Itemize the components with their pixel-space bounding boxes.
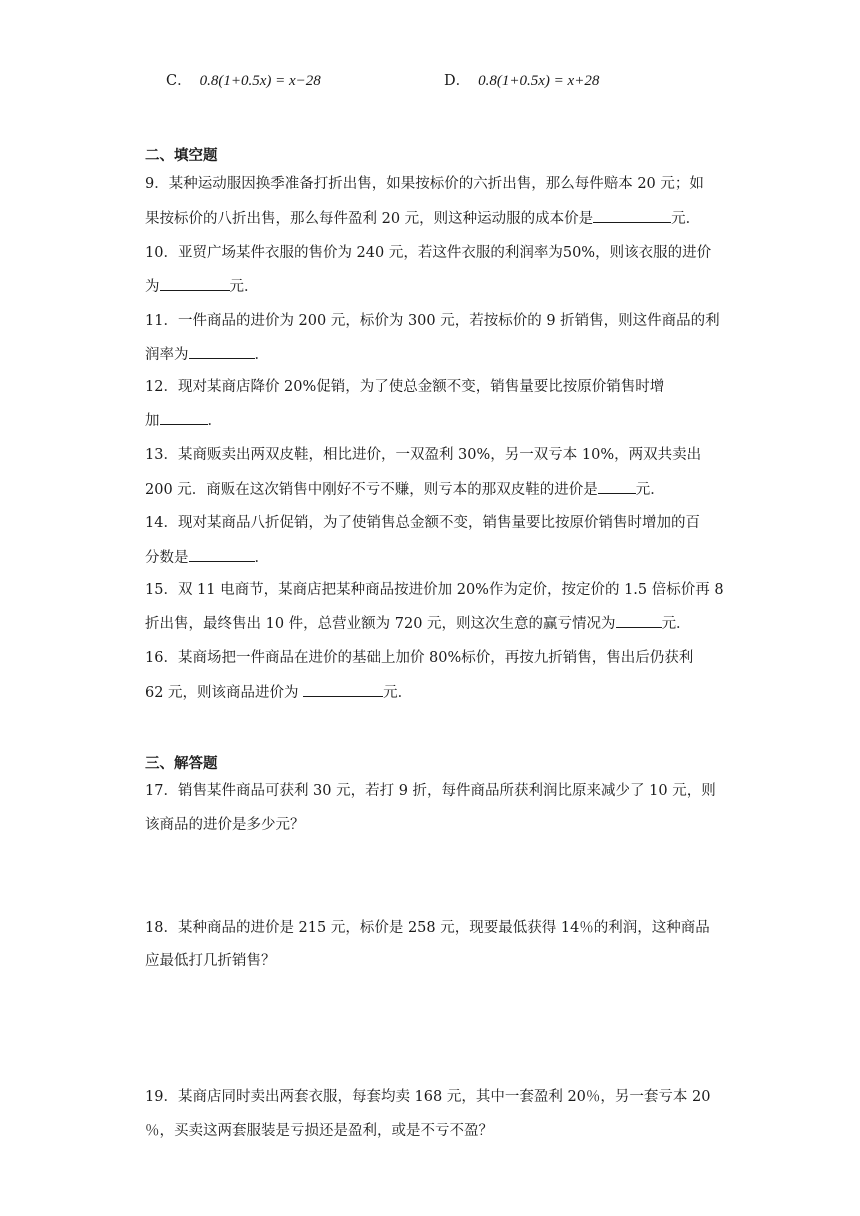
question-11-end: ． <box>254 347 269 363</box>
question-18-line-2: 应最低打几折销售？ <box>145 953 276 969</box>
section-heading-fill-in: 二、填空题 <box>145 148 218 164</box>
question-14-line-2 <box>145 547 269 568</box>
answer-blank[interactable] <box>189 547 255 562</box>
question-10-unit: 元． <box>229 279 259 295</box>
answer-blank[interactable] <box>598 479 636 494</box>
question-11-line-1: 11．一件商品的进价为 200 元，标价为 300 元，若按标价的 9 折销售，则这件商品的利 <box>145 313 720 329</box>
question-16-unit: 元． <box>383 685 413 701</box>
answer-blank[interactable] <box>593 208 671 223</box>
answer-blank[interactable] <box>160 410 208 425</box>
question-19-line-1: 19．某商店同时卖出两套衣服，每套均卖 168 元，其中一套盈利 20％，另一套亏本 20 <box>145 1089 711 1105</box>
answer-blank[interactable] <box>616 613 662 628</box>
question-13-unit: 元． <box>635 482 665 498</box>
option-c <box>166 71 321 91</box>
question-11-text: 润率为 <box>145 347 189 363</box>
question-9-text: 果按标价的八折出售，那么每件盈利 20 元，则这种运动服的成本价是 <box>145 211 594 227</box>
answer-blank[interactable] <box>303 682 383 697</box>
question-10-line-1: 10．亚贸广场某件衣服的售价为 240 元，若这件衣服的利润率为50%，则该衣服的进价 <box>145 245 712 261</box>
question-12-line-2 <box>145 410 222 431</box>
question-12-end: ． <box>207 413 222 429</box>
question-15-text: 折出售，最终售出 10 件，总营业额为 720 元，则这次生意的赢亏情况为 <box>145 616 616 632</box>
question-9-line-2 <box>145 208 700 229</box>
question-17-line-2: 该商品的进价是多少元？ <box>145 817 305 833</box>
question-16-text: 62 元，则该商品进价为 <box>145 685 304 701</box>
question-19-line-2: ％，买卖这两套服装是亏损还是盈利，或是不亏不盈？ <box>145 1123 493 1139</box>
question-12-line-1: 12．现对某商店降价 20%促销，为了使总金额不变，销售量要比按原价销售时增 <box>145 379 665 395</box>
question-11-line-2 <box>145 344 269 365</box>
answer-blank[interactable] <box>189 344 255 359</box>
question-9-unit: 元． <box>671 211 701 227</box>
option-c-letter: C． <box>166 73 192 89</box>
question-10-text: 为 <box>145 279 160 295</box>
option-d-letter: D． <box>444 73 471 89</box>
question-12-text: 加 <box>145 413 160 429</box>
question-17-line-1: 17．销售某件商品可获利 30 元，若打 9 折，每件商品所获利润比原来减少了 10 元，则 <box>145 783 716 799</box>
question-10-line-2 <box>145 276 259 297</box>
answer-blank[interactable] <box>160 276 230 291</box>
question-14-text: 分数是 <box>145 550 189 566</box>
question-15-line-1: 15．双 11 电商节，某商店把某种商品按进价加 20%作为定价，按定价的 1.5 倍标价再 8 <box>145 582 724 598</box>
question-16-line-1: 16．某商场把一件商品在进价的基础上加价 80%标价，再按九折销售，售出后仍获利 <box>145 650 694 666</box>
question-14-end: ． <box>254 550 269 566</box>
question-16-line-2 <box>145 682 412 703</box>
section-heading-answer: 三、解答题 <box>145 756 218 772</box>
option-d-expression: 0.8(1+0.5x) = x+28 <box>478 73 600 89</box>
question-9-line-1: 9．某种运动服因换季准备打折出售，如果按标价的六折出售，那么每件赔本 20 元；如 <box>145 176 704 192</box>
option-c-expression: 0.8(1+0.5x) = x−28 <box>199 73 321 89</box>
option-d <box>444 71 599 91</box>
question-15-line-2 <box>145 613 691 634</box>
question-14-line-1: 14．现对某商品八折促销，为了使销售总金额不变，销售量要比按原价销售时增加的百 <box>145 515 700 531</box>
question-13-text: 200 元．商贩在这次销售中刚好不亏不赚，则亏本的那双皮鞋的进价是 <box>145 482 598 498</box>
question-18-line-1: 18．某种商品的进价是 215 元，标价是 258 元，现要最低获得 14％的利润，这种商品 <box>145 920 710 936</box>
question-13-line-1: 13．某商贩卖出两双皮鞋，相比进价，一双盈利 30%，另一双亏本 10%，两双共卖出 <box>145 447 702 463</box>
question-15-unit: 元． <box>661 616 691 632</box>
question-13-line-2 <box>145 479 665 500</box>
